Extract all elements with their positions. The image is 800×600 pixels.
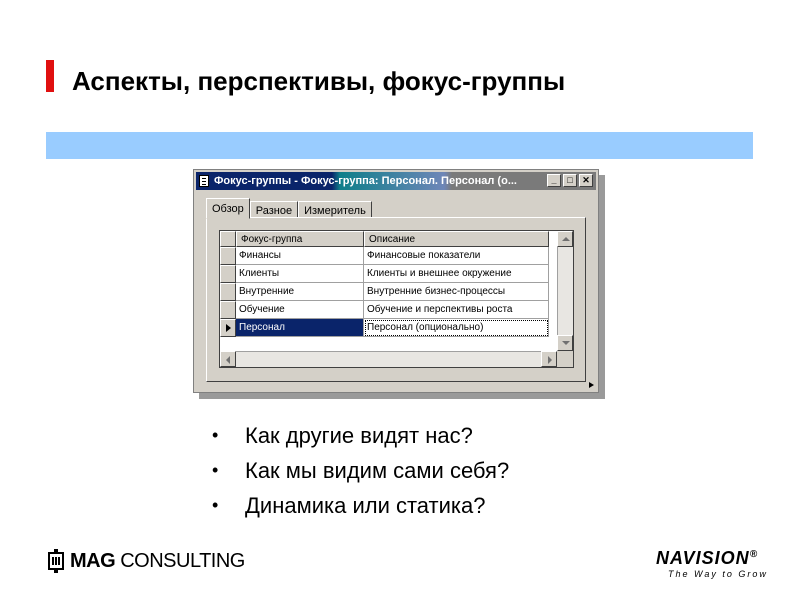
navision-tagline: The Way to Grow	[668, 569, 768, 579]
navision-registered: ®	[749, 549, 759, 560]
cell-focus-group[interactable]: Внутренние	[236, 283, 364, 301]
column-header-focus-group[interactable]: Фокус-группа	[236, 231, 364, 247]
resize-grip-icon[interactable]	[589, 382, 594, 388]
cell-focus-group[interactable]: Персонал	[236, 319, 364, 337]
table-row-selected[interactable]	[220, 319, 549, 337]
bullet-item	[212, 418, 509, 453]
row-selector[interactable]	[220, 265, 236, 283]
window-title: Фокус-группы - Фокус-группа: Персонал. Персонал (о...	[214, 175, 517, 187]
bullet-icon: •	[212, 460, 219, 480]
mag-wordmark	[70, 550, 245, 573]
focus-groups-grid	[219, 230, 574, 368]
title-marker	[46, 60, 54, 92]
tab-overview[interactable]: Обзор	[206, 198, 250, 219]
cell-focus-group[interactable]: Клиенты	[236, 265, 364, 283]
mag-consulting-logo	[46, 548, 245, 574]
table-row[interactable]	[220, 301, 549, 319]
scrollbar-corner	[557, 351, 573, 367]
bullet-list	[212, 418, 509, 523]
window-controls	[547, 174, 593, 187]
navision-logo	[656, 548, 768, 579]
bullet-text: Как другие видят нас?	[245, 423, 473, 448]
cell-focus-group[interactable]: Финансы	[236, 247, 364, 265]
cell-description[interactable]: Обучение и перспективы роста	[364, 301, 549, 319]
tab-measure[interactable]: Измеритель	[298, 201, 372, 218]
tab-strip	[206, 198, 372, 218]
table-row[interactable]	[220, 265, 549, 283]
bullet-icon: •	[212, 495, 219, 515]
scroll-down-icon[interactable]	[557, 335, 573, 351]
mag-brand-bold: MAG	[70, 549, 116, 572]
header-corner[interactable]	[220, 231, 236, 247]
horizontal-scrollbar[interactable]	[220, 351, 557, 367]
focus-groups-window	[193, 169, 599, 393]
scroll-up-icon[interactable]	[557, 231, 573, 247]
cell-focus-group[interactable]: Обучение	[236, 301, 364, 319]
window-titlebar[interactable]	[196, 172, 596, 190]
vertical-scrollbar[interactable]	[557, 231, 573, 351]
slide-title: Аспекты, перспективы, фокус-группы	[72, 66, 566, 96]
close-button[interactable]: ✕	[579, 174, 593, 187]
row-selector[interactable]	[220, 283, 236, 301]
row-pointer-icon[interactable]	[220, 319, 236, 337]
grid-rows	[220, 247, 549, 337]
tab-misc[interactable]: Разное	[250, 201, 298, 218]
bullet-item	[212, 453, 509, 488]
bullet-item	[212, 488, 509, 523]
grid-header	[220, 231, 549, 247]
table-row[interactable]	[220, 247, 549, 265]
row-selector[interactable]	[220, 247, 236, 265]
mag-brand-rest: CONSULTING	[115, 549, 245, 572]
navision-wordmark	[656, 548, 768, 569]
row-selector[interactable]	[220, 301, 236, 319]
scroll-right-icon[interactable]	[541, 351, 557, 367]
cell-description[interactable]: Клиенты и внешнее окружение	[364, 265, 549, 283]
title-band	[46, 132, 753, 159]
table-row[interactable]	[220, 283, 549, 301]
scroll-left-icon[interactable]	[220, 351, 236, 367]
app-window-icon[interactable]	[199, 175, 209, 187]
column-header-description[interactable]: Описание	[364, 231, 549, 247]
minimize-button[interactable]: _	[547, 174, 561, 187]
mag-logo-icon	[46, 549, 66, 573]
bullet-text: Как мы видим сами себя?	[245, 458, 510, 483]
cell-description[interactable]: Персонал (опционально)	[364, 319, 549, 337]
bullet-text: Динамика или статика?	[245, 493, 486, 518]
maximize-button[interactable]: □	[563, 174, 577, 187]
cell-description[interactable]: Финансовые показатели	[364, 247, 549, 265]
bullet-icon: •	[212, 425, 219, 445]
navision-name: NAVISION	[656, 548, 750, 568]
cell-description[interactable]: Внутренние бизнес-процессы	[364, 283, 549, 301]
